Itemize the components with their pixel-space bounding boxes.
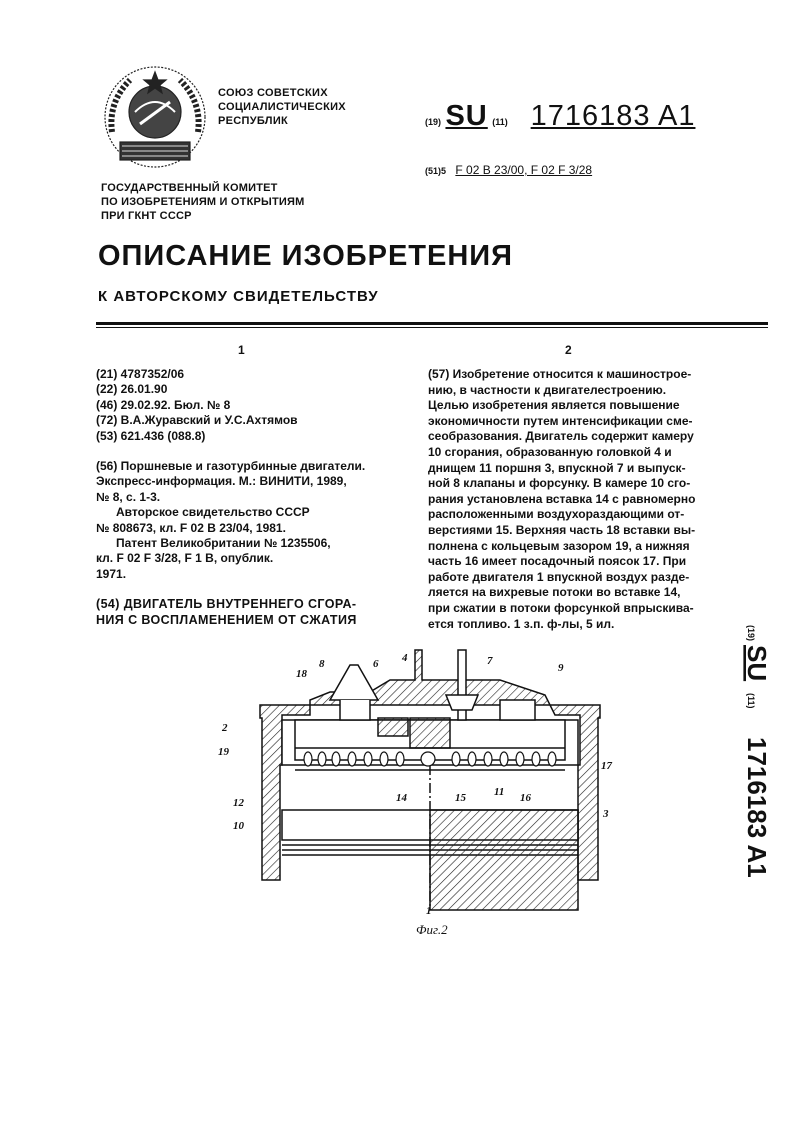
biblio-line: (21) 4787352/06 [96, 367, 185, 381]
figure-label: 9 [558, 662, 564, 674]
side-country: SU [742, 645, 772, 682]
invention-title-line: (54) ДВИГАТЕЛЬ ВНУТРЕННЕГО СГОРА- [96, 597, 357, 612]
invention-title-line: НИЯ С ВОСПЛАМЕНЕНИЕМ ОТ СЖАТИЯ [96, 612, 357, 627]
committee-name [101, 181, 305, 223]
union-line: РЕСПУБЛИК [218, 115, 289, 127]
code-11: (11) [492, 117, 508, 127]
figure-label: 12 [233, 797, 244, 809]
left-column [96, 367, 396, 628]
figure-label: 7 [487, 655, 493, 667]
reference-line: Авторское свидетельство СССР [96, 505, 310, 520]
abstract-line: при сжатии в потоки форсункой впрыскива- [428, 600, 694, 615]
figure-label: 4 [402, 652, 408, 664]
column-number-1: 1 [238, 343, 245, 357]
divider-thick [96, 322, 768, 325]
patent-number-block [425, 100, 725, 140]
abstract-line: верстиями 15. Верхняя часть 18 вставки вы- [428, 522, 696, 537]
reference-line: 1971. [96, 566, 127, 581]
reference-line: № 8, с. 1-3. [96, 489, 161, 504]
abstract-line: днищем 11 поршня 3, впускной 7 и выпуск- [428, 460, 686, 475]
side-code-19: (19) [746, 625, 756, 642]
side-number: 1716183 A1 [742, 737, 772, 878]
divider-thin [96, 327, 768, 328]
figure-label: 10 [233, 820, 244, 832]
committee-line: ПО ИЗОБРЕТЕНИЯМ И ОТКРЫТИЯМ [101, 196, 305, 208]
reference-line: кл. F 02 F 3/28, F 1 B, опублик. [96, 551, 274, 566]
biblio-line: (53) 621.436 (088.8) [96, 428, 206, 443]
biblio-line: (72) В.А.Журавский и У.С.Ахтямов [96, 413, 298, 428]
side-code-11: (11) [746, 693, 756, 709]
abstract-line: экономичности путем интенсификации сме- [428, 413, 693, 428]
reference-line: (56) Поршневые и газотурбинные двигатели. [96, 459, 366, 474]
figure-label: 18 [296, 668, 307, 680]
figure-label: 8 [319, 658, 325, 670]
reference-line: № 808673, кл. F 02 B 23/04, 1981. [96, 520, 286, 535]
reference-line: Патент Великобритании № 1235506, [96, 536, 331, 551]
committee-line: ПРИ ГКНТ СССР [101, 210, 192, 222]
figure-label: 6 [373, 658, 379, 670]
ipc-code: (51)5 [425, 166, 447, 176]
country-code: SU [445, 100, 488, 132]
abstract-line: нию, в частности к двигателестроению. [428, 382, 667, 397]
abstract-line: Целью изобретения является повышение [428, 398, 680, 413]
document-title: ОПИСАНИЕ ИЗОБРЕТЕНИЯ [98, 240, 513, 272]
ipc-classification [425, 163, 592, 177]
figure-label: 17 [601, 760, 612, 772]
figure-caption: Фиг.2 [416, 922, 448, 937]
document-subtitle: К АВТОРСКОМУ СВИДЕТЕЛЬСТВУ [98, 288, 379, 305]
figure-label: 3 [603, 808, 609, 820]
abstract-line: рания установлена вставка 14 с равномерно [428, 491, 696, 506]
figure-label: 16 [520, 792, 531, 804]
side-patent-stamp [736, 625, 772, 925]
figure-label: 19 [218, 746, 229, 758]
abstract-line: ной 8 клапаны и форсунку. В камере 10 сго- [428, 476, 691, 491]
biblio-line: (22) 26.01.90 [96, 382, 168, 397]
abstract-line: ляется на вихревые потоки во вставке 14, [428, 585, 681, 600]
union-line: СОЦИАЛИСТИЧЕСКИХ [218, 101, 346, 113]
abstract-line: полнена с кольцевым зазором 19, а нижняя [428, 538, 690, 553]
figure-label: 1 [426, 905, 432, 917]
abstract-line: часть 16 имеет посадочный поясок 17. При [428, 554, 687, 569]
biblio-line: (46) 29.02.92. Бюл. № 8 [96, 397, 231, 412]
abstract-column [428, 367, 728, 632]
abstract-line: (57) Изобретение относится к машинострое- [428, 367, 692, 381]
ipc-value: F 02 B 23/00, F 02 F 3/28 [455, 163, 593, 177]
figure-label: 2 [222, 722, 228, 734]
abstract-line: работе двигателя 1 впускной воздух разде- [428, 569, 690, 584]
union-line: СОЮЗ СОВЕТСКИХ [218, 87, 328, 99]
column-number-2: 2 [565, 343, 572, 357]
patent-number: 1716183 A1 [530, 100, 696, 132]
figure-label: 14 [396, 792, 407, 804]
figure-label: 15 [455, 792, 466, 804]
engine-cross-section-figure [200, 640, 640, 925]
committee-line: ГОСУДАРСТВЕННЫЙ КОМИТЕТ [101, 182, 278, 194]
reference-line: Экспресс-информация. М.: ВИНИТИ, 1989, [96, 474, 347, 489]
abstract-line: сеобразования. Двигатель содержит камеру [428, 429, 694, 444]
abstract-line: ется топливо. 1 з.п. ф-лы, 5 ил. [428, 616, 615, 631]
figure-label: 11 [494, 786, 505, 798]
abstract-line: расположенными воздухораздающими от- [428, 507, 685, 522]
code-19: (19) [425, 117, 442, 127]
abstract-line: 10 сгорания, образованную головкой 4 и [428, 444, 672, 459]
ussr-emblem [100, 62, 210, 172]
union-name [218, 86, 346, 128]
